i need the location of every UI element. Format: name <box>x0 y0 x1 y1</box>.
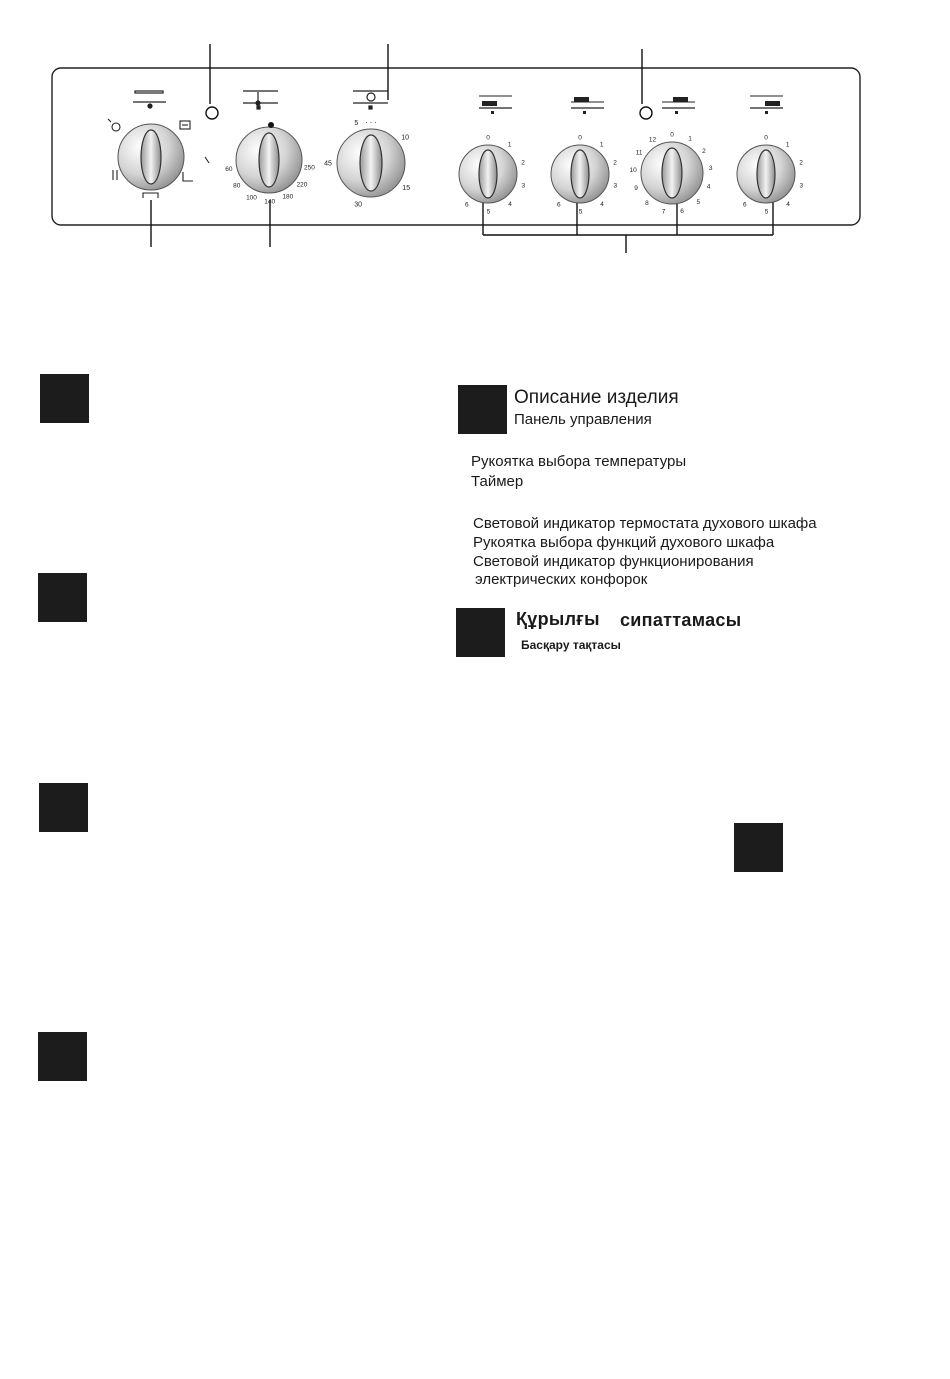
kz-section-marker <box>456 608 505 657</box>
ru-item-thermostat-light: Световой индикатор термостата духового шкафа <box>473 515 817 532</box>
hotplate-scale-mark: 3 <box>799 182 804 190</box>
kz-section-title-part1: Құрылғы <box>516 609 600 629</box>
timer-scale-mark: 10 <box>401 134 409 142</box>
temperature-scale-mark: 60 <box>225 165 233 173</box>
large-hotplate-scale-mark: 0 <box>670 131 674 139</box>
large-hotplate-scale-mark: 4 <box>706 183 711 191</box>
hotplate-scale-mark: 5 <box>764 208 769 216</box>
hotplate-knob-front-right[interactable] <box>737 145 795 203</box>
kz-section-title-part2: сипаттамасы <box>620 610 742 630</box>
hotplate-scale-mark: 0 <box>764 134 768 142</box>
large-hotplate-scale-mark: 3 <box>708 165 713 173</box>
temperature-scale-mark: 140 <box>264 198 276 206</box>
temperature-knob-pointer <box>268 122 274 128</box>
section-marker-square <box>38 573 87 622</box>
temperature-scale-mark: 180 <box>282 193 294 201</box>
large-hotplate-scale-mark: 6 <box>680 207 684 215</box>
ru-section-subtitle: Панель управления <box>514 411 652 428</box>
section-marker-square <box>39 783 88 832</box>
hotplate-scale-mark: 6 <box>742 201 747 209</box>
ru-item-timer: Таймер <box>471 473 524 490</box>
hotplate-scale-mark: 4 <box>600 201 604 208</box>
section-marker-square <box>734 823 783 872</box>
hotplate-scale-mark: 0 <box>486 134 490 142</box>
large-hotplate-scale-mark: 8 <box>645 200 649 208</box>
ru-item-hotplate-light: Световой индикатор функционирования <box>473 553 754 570</box>
hotplate-scale-mark: 3 <box>613 182 618 190</box>
timer-scale-mark: 30 <box>354 201 362 209</box>
ru-section-marker <box>458 385 507 434</box>
ru-item-function-knob: Рукоятка выбора функций духового шкафа <box>473 534 775 551</box>
oven-function-knob[interactable] <box>118 124 184 190</box>
hotplate-knob-rear-left[interactable] <box>551 145 609 203</box>
temperature-scale-mark: 80 <box>233 182 241 190</box>
large-hotplate-scale-mark: 10 <box>629 166 637 174</box>
section-marker-square <box>40 374 89 423</box>
hotplate-scale-mark: 2 <box>521 159 525 167</box>
timer-scale-mark: 15 <box>402 185 411 193</box>
control-panel-diagram <box>0 0 950 270</box>
hotplate-knob-front-left[interactable] <box>459 145 517 203</box>
large-hotplate-scale-mark: 7 <box>661 208 666 216</box>
large-hotplate-scale-mark: 11 <box>635 149 643 157</box>
large-hotplate-scale-mark: 1 <box>688 135 692 143</box>
hotplate-scale-mark: 1 <box>599 141 604 149</box>
hotplate-scale-mark: 2 <box>799 159 803 167</box>
hotplate-scale-mark: 5 <box>578 208 583 216</box>
large-hotplate-scale-mark: 2 <box>702 147 706 155</box>
large-hotplate-scale-mark: 9 <box>634 185 638 193</box>
timer-knob[interactable] <box>337 129 405 197</box>
oven-thermostat-light <box>206 107 218 119</box>
hotplate-scale-mark: 6 <box>556 201 561 209</box>
ru-item-hotplate-light-cont: электрических конфорок <box>475 571 648 588</box>
timer-scale-mark: 45 <box>324 160 332 168</box>
hotplate-scale-mark: 0 <box>578 134 582 142</box>
temperature-scale-mark: 250 <box>303 164 315 172</box>
hotplate-scale-mark: 6 <box>464 201 469 209</box>
temperature-scale-mark: 100 <box>246 194 257 202</box>
hotplate-indicator-light <box>640 107 652 119</box>
hotplate-scale-mark: 3 <box>521 182 526 190</box>
hotplate-scale-mark: 4 <box>786 201 790 208</box>
large-hotplate-scale-mark: 5 <box>696 199 701 206</box>
hotplate-scale-mark: 1 <box>507 141 512 149</box>
hotplate-scale-mark: 5 <box>486 208 491 216</box>
ru-section-title: Описание изделия <box>514 387 679 408</box>
hotplate-scale-mark: 2 <box>613 159 617 167</box>
hotplate-scale-mark: 4 <box>508 201 512 208</box>
ru-item-temperature-knob: Рукоятка выбора температуры <box>471 453 687 470</box>
section-marker-square <box>38 1032 87 1081</box>
temperature-scale-mark: 220 <box>296 181 308 189</box>
timer-dotted-arc: . . . <box>365 116 377 125</box>
hotplate-scale-mark: 1 <box>785 141 790 149</box>
hotplate-knob-rear-right[interactable] <box>641 142 703 204</box>
kz-section-subtitle: Басқару тақтасы <box>521 638 621 652</box>
timer-scale-mark: 5 <box>354 120 359 127</box>
large-hotplate-scale-mark: 12 <box>648 136 657 144</box>
